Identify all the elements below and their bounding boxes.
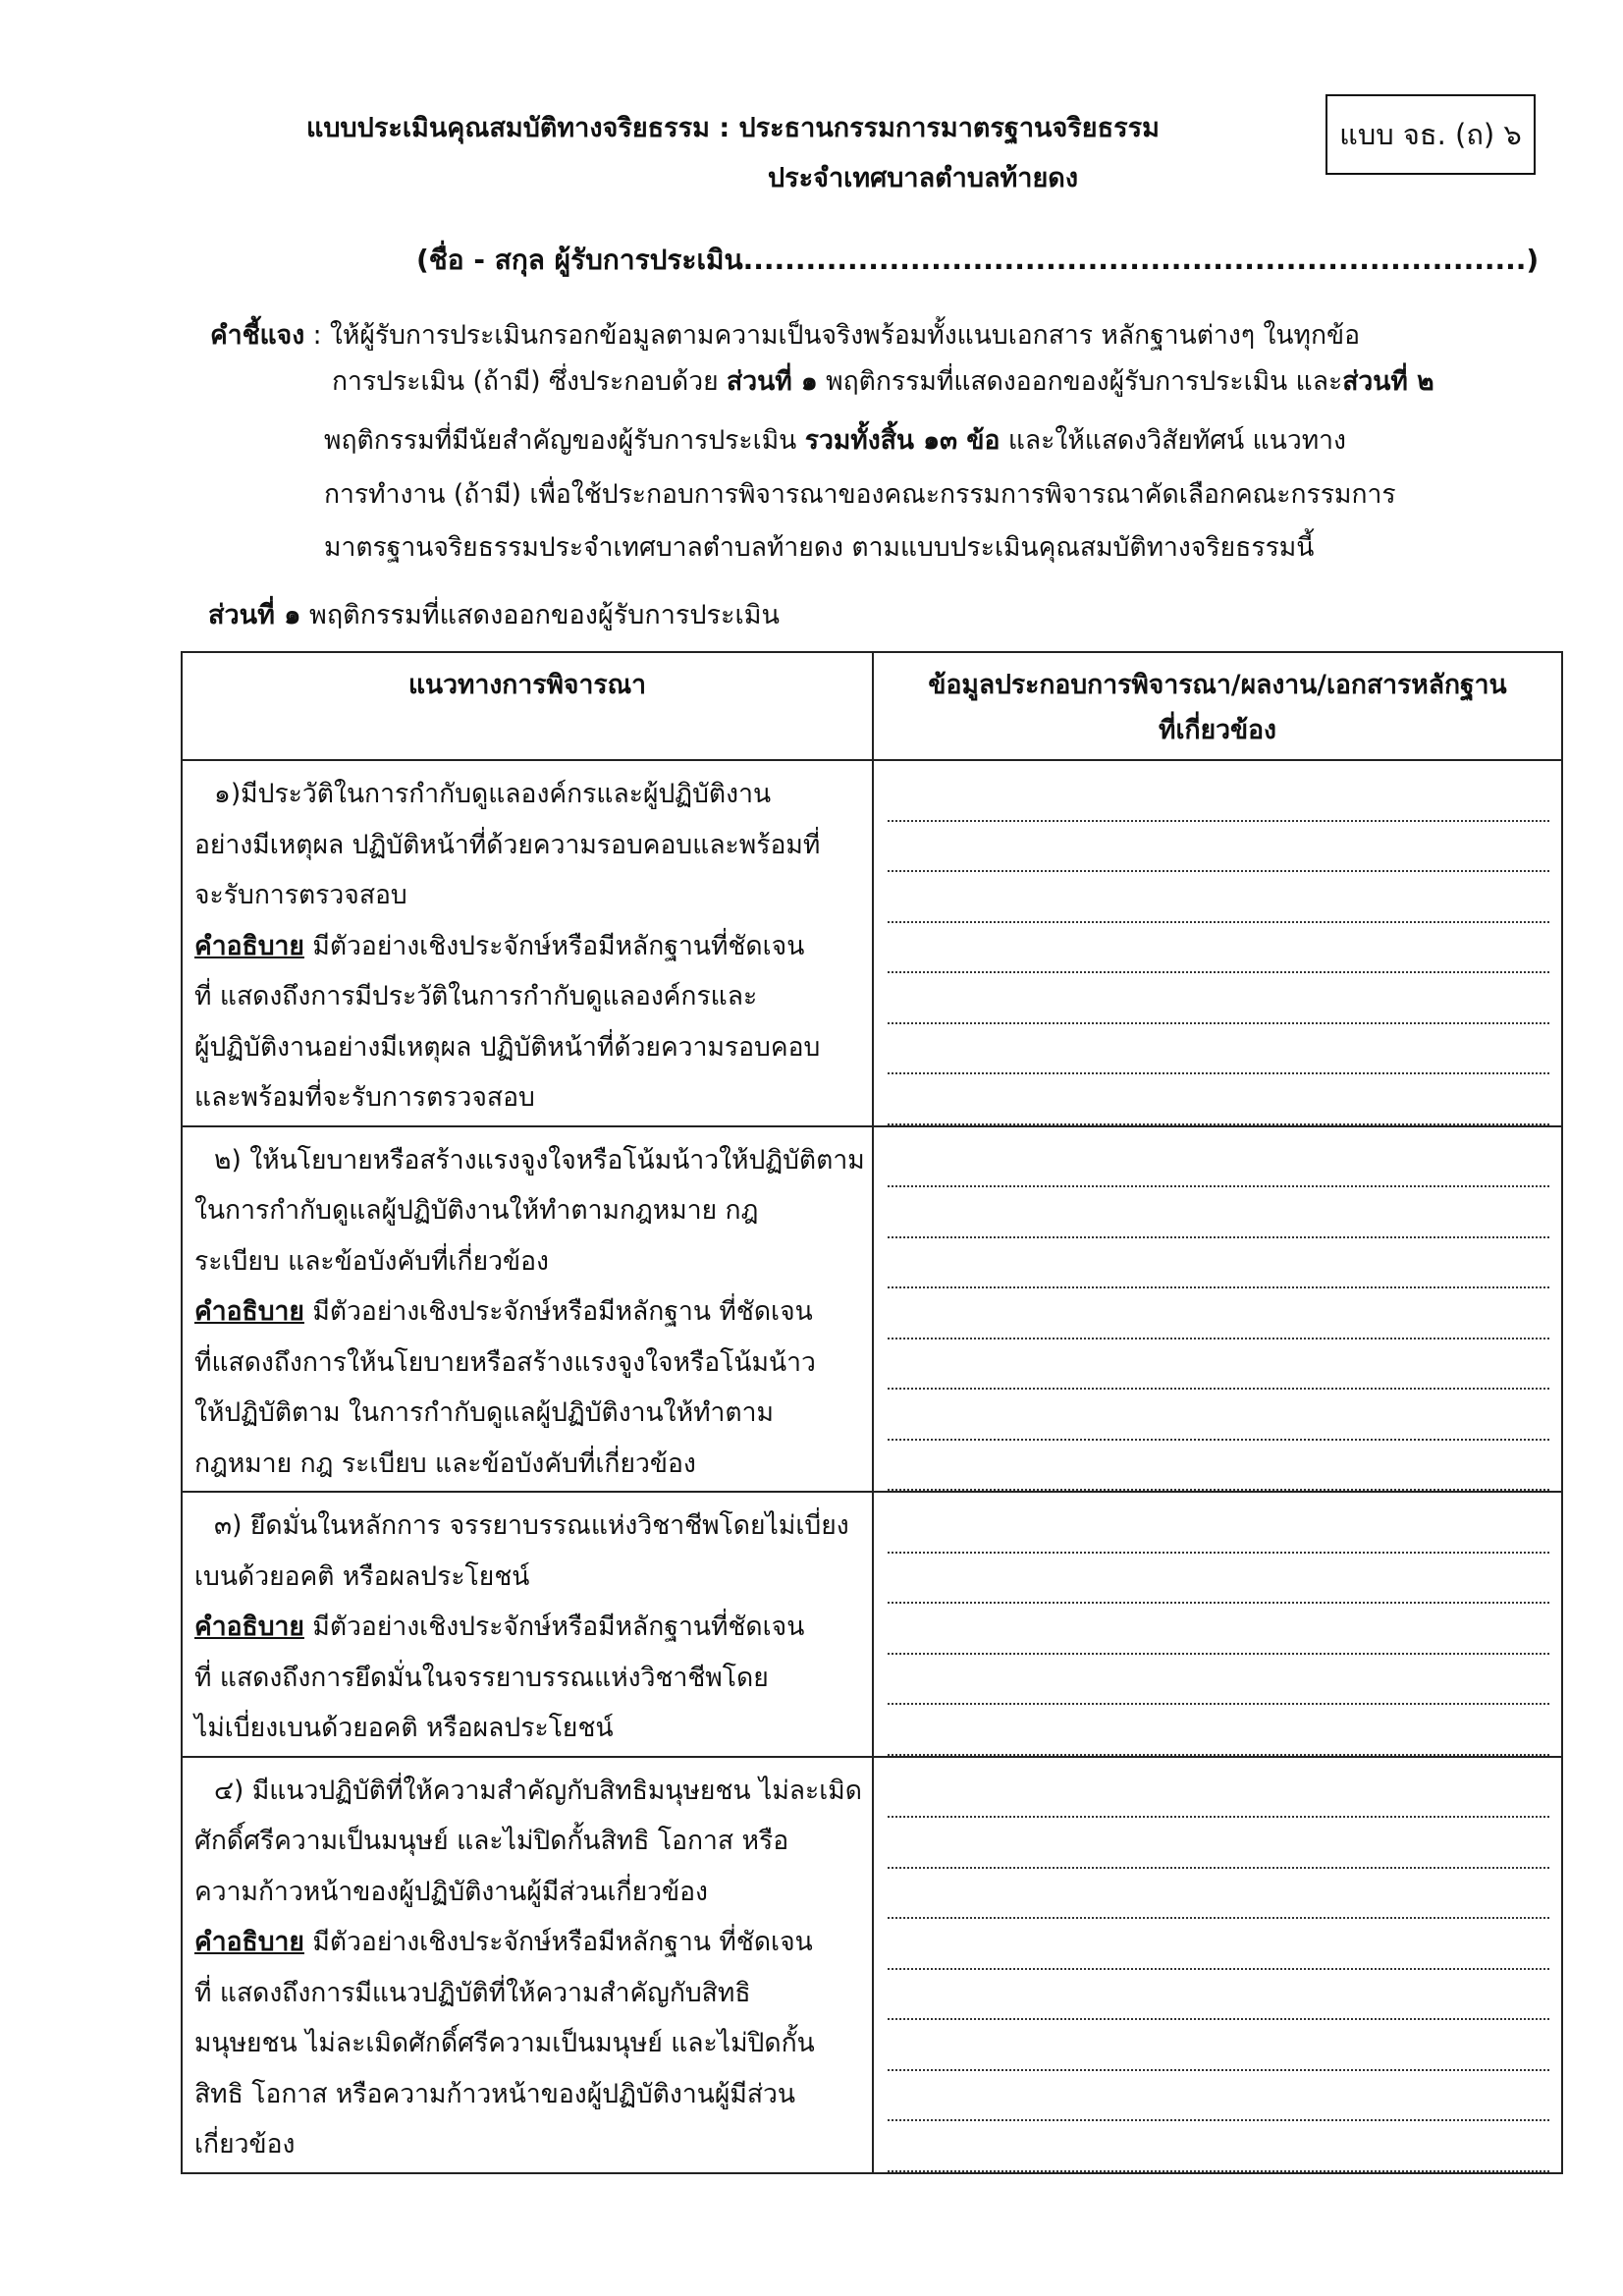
criteria-text-line: ๑)มีประวัติในการกำกับดูแลองค์กรและผู้ปฏิบัติงาน bbox=[214, 779, 772, 809]
criteria-text-line: ๓) ยึดมั่นในหลักการ จรรยาบรรณแห่งวิชาชีพโดยไม่เบี่ยง bbox=[214, 1510, 849, 1541]
instructions-line5: มาตรฐานจริยธรรมประจำเทศบาลตำบลท้ายดง ตามแบบประเมินคุณสมบัติทางจริยธรรมนี้ bbox=[324, 532, 1315, 563]
explanation-label: คำอธิบาย bbox=[194, 1927, 304, 1957]
section-label: ส่วนที่ ๑ bbox=[208, 600, 301, 630]
explanation-label: คำอธิบาย bbox=[194, 1296, 304, 1327]
criteria-text-line: ความก้าวหน้าของผู้ปฏิบัติงานผู้มีส่วนเกี่ยวข้อง bbox=[194, 1876, 708, 1907]
explanation-first-line: คำอธิบาย มีตัวอย่างเชิงประจักษ์หรือมีหลักฐาน ที่ชัดเจน bbox=[194, 1927, 813, 1957]
evidence-fill-line[interactable] bbox=[888, 1339, 1549, 1391]
evidence-fill-line[interactable] bbox=[888, 1024, 1549, 1075]
form-title-line1: แบบประเมินคุณสมบัติทางจริยธรรม : ประธานกรรมการมาตรฐานจริยธรรม bbox=[306, 113, 1160, 143]
explanation-label: คำอธิบาย bbox=[194, 930, 304, 961]
instructions-line3: พฤติกรรมที่มีนัยสำคัญของผู้รับการประเมิน รวมทั้งสิ้น ๑๓ ข้อ และให้แสดงวิสัยทัศน์ แนวทาง bbox=[324, 425, 1346, 456]
table-row bbox=[182, 1492, 1562, 1757]
evidence-fill-line[interactable] bbox=[888, 1441, 1549, 1492]
evidence-fill-line[interactable] bbox=[888, 1655, 1549, 1706]
evidence-fill-line[interactable] bbox=[888, 872, 1549, 923]
criteria-cell bbox=[182, 1492, 873, 1757]
evidence-fill-line[interactable] bbox=[888, 1288, 1549, 1339]
evaluatee-name-line: (ชื่อ - สกุล ผู้รับการประเมิน...........................................................................) bbox=[416, 244, 1540, 276]
evidence-fill-line[interactable] bbox=[888, 1705, 1549, 1756]
criteria-text-line: จะรับการตรวจสอบ bbox=[194, 880, 407, 910]
evidence-fill-line[interactable] bbox=[888, 1187, 1549, 1238]
explanation-text-line: ที่ แสดงถึงการมีแนวปฏิบัติที่ให้ความสำคัญกับสิทธิ bbox=[194, 1977, 751, 2008]
criteria-text-line: ระเบียบ และข้อบังคับที่เกี่ยวข้อง bbox=[194, 1245, 549, 1277]
criteria-cell bbox=[182, 1126, 873, 1493]
evidence-fill-line[interactable] bbox=[888, 2020, 1549, 2071]
table-row bbox=[182, 760, 1562, 1126]
evidence-fill-line[interactable] bbox=[888, 1137, 1549, 1188]
evaluation-table bbox=[181, 651, 1563, 2174]
criteria-cell bbox=[182, 760, 873, 1126]
evidence-fill-line[interactable] bbox=[888, 1818, 1549, 1869]
instructions-label: คำชี้แจง bbox=[210, 320, 305, 351]
section-title: พฤติกรรมที่แสดงออกของผู้รับการประเมิน bbox=[300, 600, 780, 630]
instructions-line4: การทำงาน (ถ้ามี) เพื่อใช้ประกอบการพิจารณาของคณะกรรมการพิจารณาคัดเลือกคณะกรรมการ bbox=[324, 479, 1396, 510]
evidence-fill-line[interactable] bbox=[888, 1238, 1549, 1289]
criteria-text-line: เบนด้วยอคติ หรือผลประโยชน์ bbox=[194, 1560, 530, 1592]
evidence-fill-line[interactable] bbox=[888, 1970, 1549, 2021]
instructions-line1: คำชี้แจง : ให้ผู้รับการประเมินกรอกข้อมูลตามความเป็นจริงพร้อมทั้งแนบเอกสาร หลักฐานต่างๆ ในทุกข้อ bbox=[210, 320, 1361, 351]
section-heading bbox=[208, 593, 780, 635]
evidence-fill-line[interactable] bbox=[888, 1768, 1549, 1819]
evidence-fill-line[interactable] bbox=[888, 1869, 1549, 1920]
explanation-text-line: และพร้อมที่จะรับการตรวจสอบ bbox=[194, 1082, 535, 1113]
criteria-cell bbox=[182, 1757, 873, 2173]
evidence-fill-line[interactable] bbox=[888, 2071, 1549, 2122]
evidence-column-header: ข้อมูลประกอบการพิจารณา/ผลงาน/เอกสารหลักฐาน ที่เกี่ยวข้อง bbox=[873, 652, 1562, 760]
evidence-cell[interactable] bbox=[873, 1757, 1562, 2173]
explanation-first-line: คำอธิบาย มีตัวอย่างเชิงประจักษ์หรือมีหลักฐาน ที่ชัดเจน bbox=[194, 1296, 813, 1327]
explanation-text-line: ที่แสดงถึงการให้นโยบายหรือสร้างแรงจูงใจหรือโน้มน้าว bbox=[194, 1346, 816, 1378]
explanation-text-line: เกี่ยวข้อง bbox=[194, 2129, 296, 2159]
criteria-text-line: ๒) ให้นโยบายหรือสร้างแรงจูงใจหรือโน้มน้าวให้ปฏิบัติตาม bbox=[214, 1144, 865, 1175]
table-row bbox=[182, 1757, 1562, 2173]
explanation-label: คำอธิบาย bbox=[194, 1612, 304, 1642]
criteria-column-header: แนวทางการพิจารณา bbox=[182, 652, 873, 760]
explanation-text-line: สิทธิ โอกาส หรือความก้าวหน้าของผู้ปฏิบัติงานผู้มีส่วน bbox=[194, 2078, 795, 2109]
instructions-line2: การประเมิน (ถ้ามี) ซึ่งประกอบด้วย ส่วนที่ ๑ พฤติกรรมที่แสดงออกของผู้รับการประเมิน และส่วนที่ ๒ bbox=[332, 366, 1434, 397]
table-row bbox=[182, 1126, 1562, 1493]
table-header-row bbox=[182, 652, 1562, 760]
evidence-fill-line[interactable] bbox=[888, 1919, 1549, 1970]
evidence-fill-line[interactable] bbox=[888, 2121, 1549, 2172]
form-title-line2: ประจำเทศบาลตำบลท้ายดง bbox=[768, 163, 1079, 193]
evidence-fill-line[interactable] bbox=[888, 1503, 1549, 1554]
evidence-fill-line[interactable] bbox=[888, 822, 1549, 873]
explanation-text-line: ให้ปฏิบัติตาม ในการกำกับดูแลผู้ปฏิบัติงานให้ทำตาม bbox=[194, 1397, 774, 1428]
explanation-text-line: ไม่เบี่ยงเบนด้วยอคติ หรือผลประโยชน์ bbox=[194, 1713, 614, 1743]
explanation-text-line: ที่ แสดงถึงการยึดมั่นในจรรยาบรรณแห่งวิชาชีพโดย bbox=[194, 1662, 769, 1693]
criteria-text-line: อย่างมีเหตุผล ปฏิบัติหน้าที่ด้วยความรอบคอบและพร้อมที่ bbox=[194, 829, 821, 860]
criteria-text-line: ในการกำกับดูแลผู้ปฏิบัติงานให้ทำตามกฎหมาย กฎ bbox=[194, 1195, 759, 1226]
explanation-text-line: ที่ แสดงถึงการมีประวัติในการกำกับดูแลองค์กรและ bbox=[194, 981, 758, 1011]
evidence-fill-line[interactable] bbox=[888, 1604, 1549, 1655]
evidence-fill-line[interactable] bbox=[888, 973, 1549, 1024]
evidence-fill-line[interactable] bbox=[888, 771, 1549, 822]
evidence-cell[interactable] bbox=[873, 760, 1562, 1126]
evidence-cell[interactable] bbox=[873, 1126, 1562, 1493]
criteria-text-line: ๔) มีแนวปฏิบัติที่ให้ความสำคัญกับสิทธิมนุษยชน ไม่ละเมิด bbox=[214, 1775, 862, 1806]
evidence-fill-line[interactable] bbox=[888, 1554, 1549, 1605]
table-body bbox=[182, 760, 1562, 2173]
form-code-box: แบบ จธ. (ถ) ๖ bbox=[1325, 94, 1536, 175]
explanation-first-line: คำอธิบาย มีตัวอย่างเชิงประจักษ์หรือมีหลักฐานที่ชัดเจน bbox=[194, 930, 805, 961]
explanation-first-line: คำอธิบาย มีตัวอย่างเชิงประจักษ์หรือมีหลักฐานที่ชัดเจน bbox=[194, 1612, 805, 1642]
explanation-text-line: ผู้ปฏิบัติงานอย่างมีเหตุผล ปฏิบัติหน้าที่ด้วยความรอบคอบ bbox=[194, 1031, 821, 1063]
evidence-fill-line[interactable] bbox=[888, 923, 1549, 974]
evidence-cell[interactable] bbox=[873, 1492, 1562, 1757]
criteria-text-line: ศักดิ์ศรีความเป็นมนุษย์ และไม่ปิดกั้นสิทธิ โอกาส หรือ bbox=[194, 1826, 789, 1856]
evidence-fill-line[interactable] bbox=[888, 1390, 1549, 1441]
explanation-text-line: กฎหมาย กฎ ระเบียบ และข้อบังคับที่เกี่ยวข้อง bbox=[194, 1448, 696, 1479]
explanation-text-line: มนุษยชน ไม่ละเมิดศักดิ์ศรีความเป็นมนุษย์ และไม่ปิดกั้น bbox=[194, 2028, 815, 2058]
evidence-fill-line[interactable] bbox=[888, 1074, 1549, 1125]
